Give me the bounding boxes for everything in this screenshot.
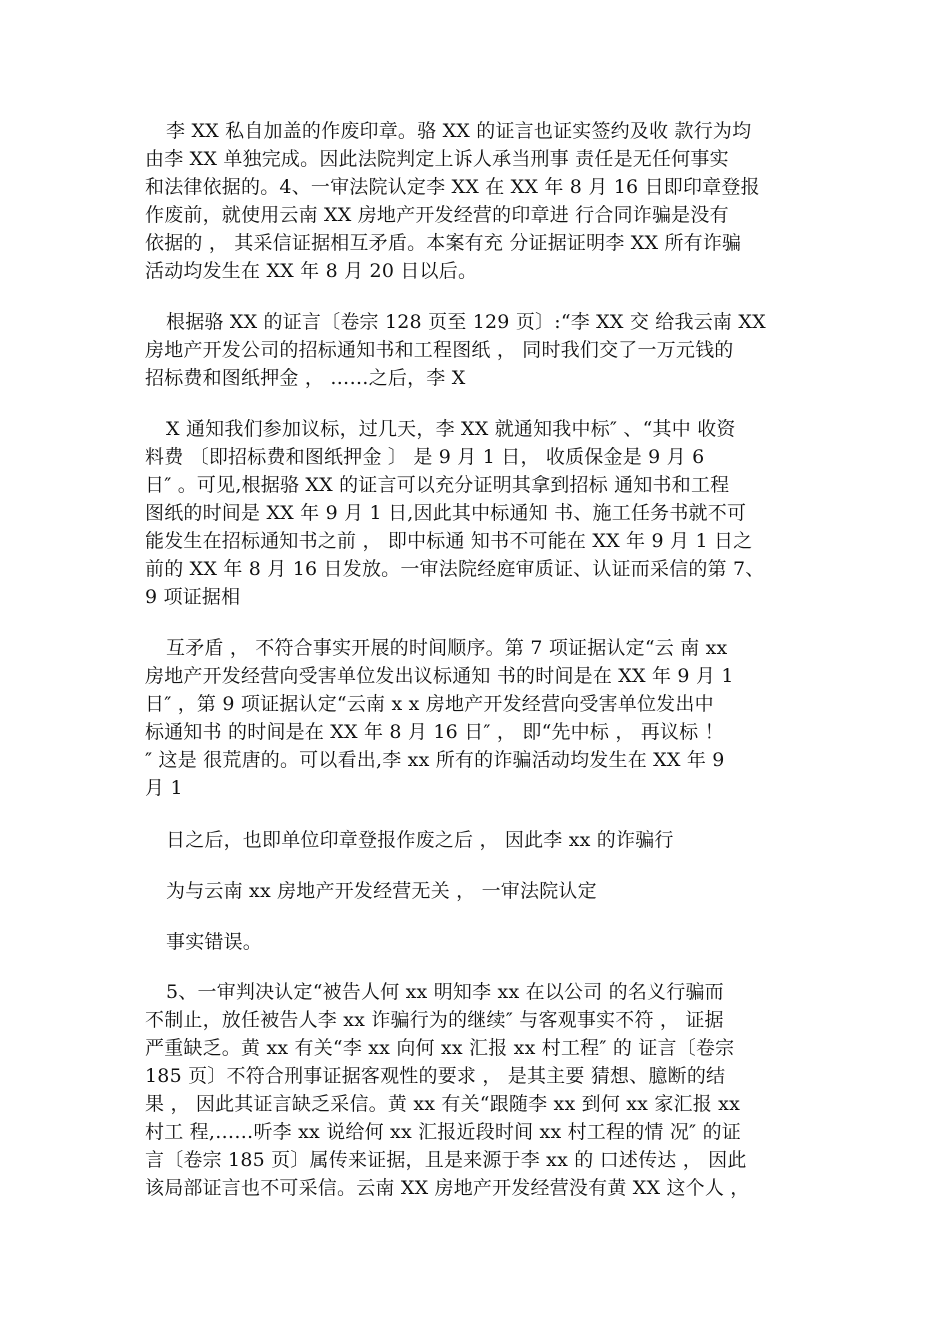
text-line: 作废前，就使用云南 XX 房地产开发经营的印章进 行合同诈骗是没有 bbox=[145, 204, 729, 226]
text-line: 9 项证据相 bbox=[145, 586, 241, 608]
text-line: 招标费和图纸押金 ， ……之后，李 X bbox=[145, 367, 466, 389]
text-line: 依据的 ， 其采信证据相互矛盾。本案有充 分证据证明李 XX 所有诈骗 bbox=[145, 232, 742, 254]
text-line: 标通知书 的时间是在 XX 年 8 月 16 日″ ， 即“先中标 ， 再议标 ！ bbox=[145, 721, 724, 743]
text-line: 日″ 。可见,根据骆 XX 的证言可以充分证明其拿到招标 通知书和工程 bbox=[145, 474, 730, 496]
text-line: 严重缺乏。黄 xx 有关“李 xx 向何 xx 汇报 xx 村工程″ 的 证言〔卷宗 bbox=[145, 1037, 735, 1059]
text-line: 料费 〔即招标费和图纸押金 〕 是 9 月 1 日， 收质保金是 9 月 6 bbox=[145, 446, 705, 468]
text-line: 言〔卷宗 185 页〕属传来证据，且是来源于李 xx 的 口述传达 ， 因此 bbox=[145, 1149, 747, 1171]
paragraph-4 bbox=[145, 634, 815, 802]
text-line: 月 1 bbox=[145, 777, 183, 799]
text-line: 房地产开发公司的招标通知书和工程图纸 ， 同时我们交了一万元钱的 bbox=[145, 339, 734, 361]
text-line: 房地产开发经营向受害单位发出议标通知 书的时间是在 XX 年 9 月 1 bbox=[145, 665, 734, 687]
paragraph-7 bbox=[145, 928, 815, 956]
paragraph-8 bbox=[145, 978, 815, 1202]
paragraph-2 bbox=[145, 308, 815, 392]
text-line: 村工 程,……听李 xx 说给何 xx 汇报近段时间 xx 村工程的情 况″ 的证 bbox=[145, 1121, 741, 1143]
text-line: 185 页〕不符合刑事证据客观性的要求 ， 是其主要 猜想、臆断的结 bbox=[145, 1065, 726, 1087]
text-line: X 通知我们参加议标，过几天，李 XX 就通知我中标″ 、“其中 收资 bbox=[166, 418, 736, 440]
text-line: 李 XX 私自加盖的作废印章。骆 XX 的证言也证实签约及收 款行为均 bbox=[166, 120, 752, 142]
text-line: 日之后，也即单位印章登报作废之后 ， 因此李 xx 的诈骗行 bbox=[166, 829, 674, 851]
text-line: 根据骆 XX 的证言〔卷宗 128 页至 129 页〕:“李 XX 交 给我云南 XX bbox=[166, 311, 766, 333]
paragraph-6 bbox=[145, 877, 815, 905]
text-line: 日″ ，第 9 项证据认定“云南 x x 房地产开发经营向受害单位发出中 bbox=[145, 693, 714, 715]
text-line: 该局部证言也不可采信。云南 XX 房地产开发经营没有黄 XX 这个人 ， bbox=[145, 1177, 750, 1199]
text-line: ″ 这是 很荒唐的。可以看出,李 xx 所有的诈骗活动均发生在 XX 年 9 bbox=[145, 749, 725, 771]
text-line: 为与云南 xx 房地产开发经营无关 ， 一审法院认定 bbox=[166, 880, 597, 902]
text-line: 前的 XX 年 8 月 16 日发放。一审法院经庭审质证、认证而采信的第 7、 bbox=[145, 558, 765, 580]
paragraph-3 bbox=[145, 415, 815, 611]
text-line: 5、一审判决认定“被告人何 xx 明知李 xx 在以公司 的名义行骗而 bbox=[166, 981, 724, 1003]
text-line: 事实错误。 bbox=[166, 931, 263, 953]
text-line: 图纸的时间是 XX 年 9 月 1 日,因此其中标通知 书、施工任务书就不可 bbox=[145, 502, 747, 524]
text-line: 活动均发生在 XX 年 8 月 20 日以后。 bbox=[145, 260, 478, 282]
text-line: 互矛盾 ， 不符合事实开展的时间顺序。第 7 项证据认定“云 南 xx bbox=[166, 637, 728, 659]
text-line: 由李 XX 单独完成。因此法院判定上诉人承当刑事 责任是无任何事实 bbox=[145, 148, 729, 170]
paragraph-1 bbox=[145, 117, 815, 285]
text-line: 能发生在招标通知书之前 ， 即中标通 知书不可能在 XX 年 9 月 1 日之 bbox=[145, 530, 753, 552]
paragraph-5 bbox=[145, 826, 815, 854]
text-line: 不制止，放任被告人李 xx 诈骗行为的继续″ 与客观事实不符 ， 证据 bbox=[145, 1009, 724, 1031]
text-line: 果 ， 因此其证言缺乏采信。黄 xx 有关“跟随李 xx 到何 xx 家汇报 xx bbox=[145, 1093, 740, 1115]
text-line: 和法律依据的。4、一审法院认定李 XX 在 XX 年 8 月 16 日即印章登报 bbox=[145, 176, 760, 198]
